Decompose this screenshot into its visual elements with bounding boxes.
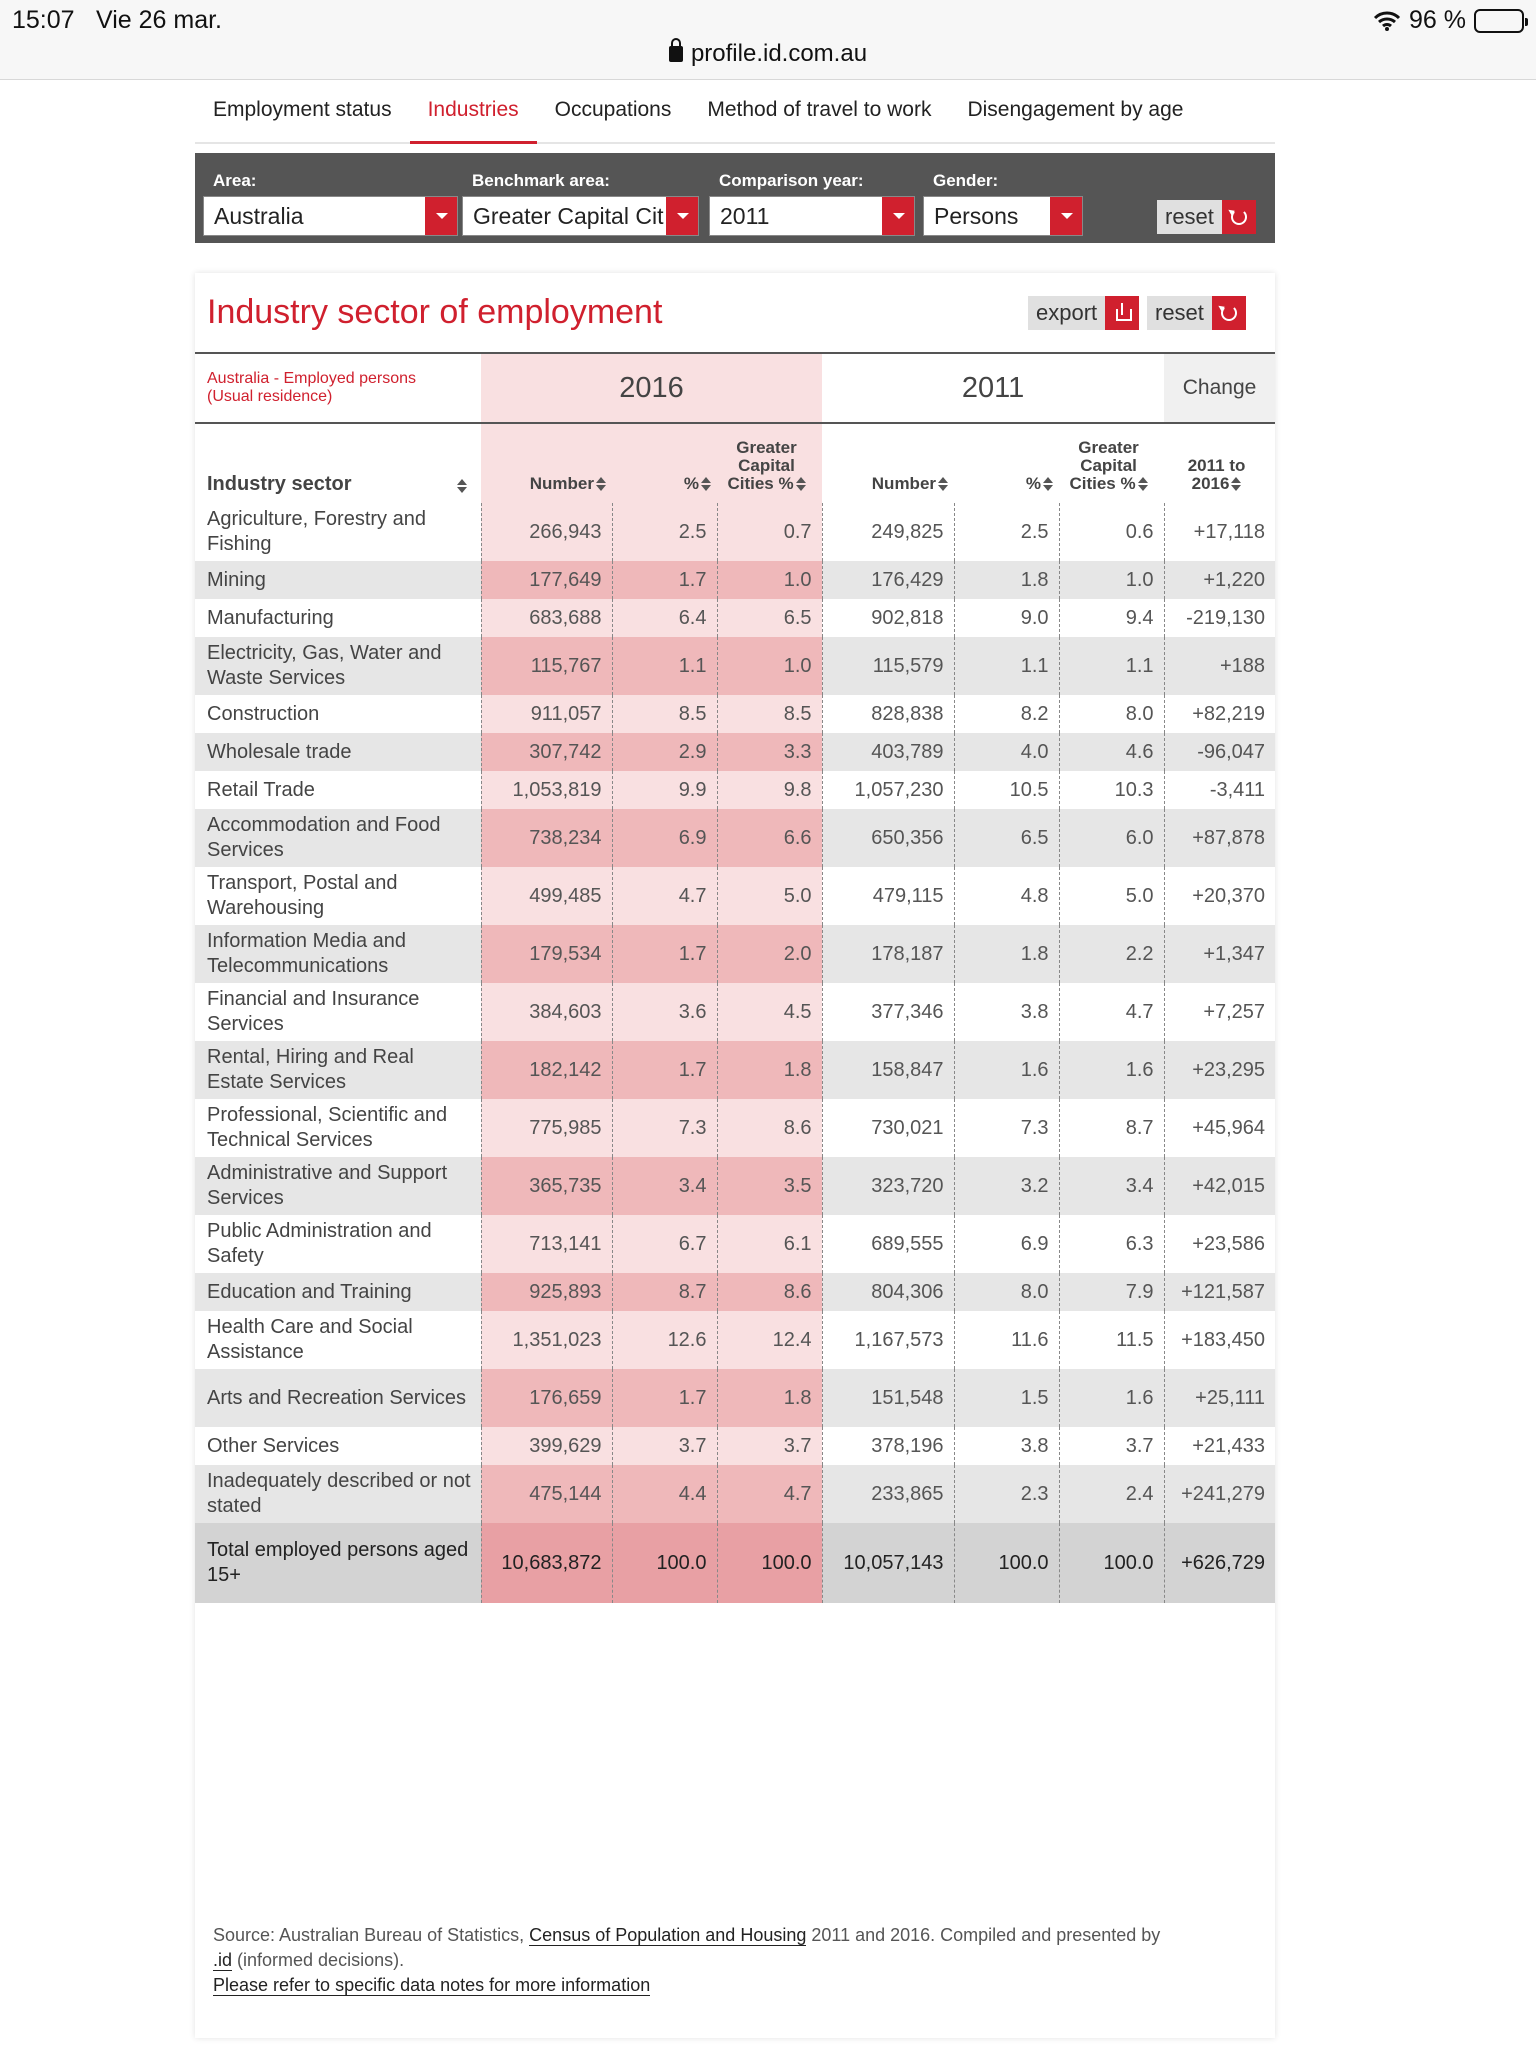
gcc-2011-cell: 3.7 — [1059, 1427, 1164, 1465]
change-cell: -3,411 — [1164, 771, 1275, 809]
pct-2016-cell: 7.3 — [612, 1099, 717, 1157]
sort-icon — [596, 477, 606, 491]
pct-2011-cell: 8.0 — [954, 1273, 1059, 1311]
pct-2016-cell: 2.9 — [612, 733, 717, 771]
change-cell: +21,433 — [1164, 1427, 1275, 1465]
pct-2011-cell: 3.8 — [954, 983, 1059, 1041]
benchmark-label: Benchmark area: — [472, 171, 610, 190]
change-cell: -96,047 — [1164, 733, 1275, 771]
pct-2011-cell: 4.8 — [954, 867, 1059, 925]
change-cell: +1,347 — [1164, 925, 1275, 983]
change-cell: +183,450 — [1164, 1311, 1275, 1369]
total-industry-name-cell: Total employed persons aged 15+ — [195, 1523, 481, 1603]
gcc-2011-cell: 4.7 — [1059, 983, 1164, 1041]
number-2011-cell: 1,057,230 — [822, 771, 954, 809]
reset-icon — [1212, 296, 1246, 330]
gcc-2011-cell: 10.3 — [1059, 771, 1164, 809]
number-2011-cell: 730,021 — [822, 1099, 954, 1157]
gcc-2016-cell: 8.5 — [717, 695, 822, 733]
section-tabs — [195, 82, 1275, 144]
gcc-2016-cell: 6.6 — [717, 809, 822, 867]
pct-2016-cell: 8.7 — [612, 1273, 717, 1311]
number-2011-cell: 1,167,573 — [822, 1311, 954, 1369]
table-row — [195, 771, 1275, 809]
change-cell: +23,295 — [1164, 1041, 1275, 1099]
sort-icon — [701, 477, 711, 491]
export-button[interactable] — [1028, 296, 1139, 330]
number-2011-cell: 403,789 — [822, 733, 954, 771]
pct-2016-cell: 2.5 — [612, 503, 717, 561]
tab-occupations[interactable]: Occupations — [554, 98, 672, 121]
number-2016-cell: 399,629 — [481, 1427, 612, 1465]
number-2016-cell: 925,893 — [481, 1273, 612, 1311]
pct-2016-cell: 6.7 — [612, 1215, 717, 1273]
change-cell: +82,219 — [1164, 695, 1275, 733]
gcc-2011-cell: 1.0 — [1059, 561, 1164, 599]
battery-percent: 96 % — [1409, 6, 1466, 34]
tab-industries[interactable]: Industries — [410, 82, 537, 144]
pct-2016-cell: 1.7 — [612, 1369, 717, 1427]
gcc-2011-cell: 1.6 — [1059, 1369, 1164, 1427]
industry-name-cell: Manufacturing — [195, 599, 481, 637]
number-2016-cell: 713,141 — [481, 1215, 612, 1273]
industry-name-cell: Construction — [195, 695, 481, 733]
card-reset-label: reset — [1147, 296, 1212, 330]
id-suffix: (informed decisions). — [232, 1950, 405, 1970]
change-cell: +7,257 — [1164, 983, 1275, 1041]
number-2016-cell: 179,534 — [481, 925, 612, 983]
table-row — [195, 1465, 1275, 1523]
total-gcc-2011-cell: 100.0 — [1059, 1523, 1164, 1603]
number-2011-cell: 902,818 — [822, 599, 954, 637]
column-label: % — [683, 474, 699, 493]
gcc-2016-cell: 3.3 — [717, 733, 822, 771]
gcc-2016-cell: 8.6 — [717, 1099, 822, 1157]
table-row — [195, 867, 1275, 925]
benchmark-value: Greater Capital Cit — [473, 203, 664, 229]
area-select[interactable] — [203, 196, 458, 236]
status-time: 15:07 — [12, 6, 75, 34]
number-2016-cell: 775,985 — [481, 1099, 612, 1157]
gcc-2011-cell: 3.4 — [1059, 1157, 1164, 1215]
number-2011-cell: 689,555 — [822, 1215, 954, 1273]
pct-2016-cell: 1.7 — [612, 561, 717, 599]
pct-2011-cell: 3.8 — [954, 1427, 1059, 1465]
number-2016-header[interactable] — [481, 423, 612, 503]
gcc-2011-cell: 11.5 — [1059, 1311, 1164, 1369]
industry-name-cell: Other Services — [195, 1427, 481, 1465]
industry-name-cell: Retail Trade — [195, 771, 481, 809]
industry-name-cell: Rental, Hiring and Real Estate Services — [195, 1041, 481, 1099]
pct-2011-cell: 7.3 — [954, 1099, 1059, 1157]
number-2016-cell: 475,144 — [481, 1465, 612, 1523]
chevron-down-icon — [1050, 197, 1082, 235]
sort-icon — [457, 479, 467, 493]
number-2011-cell: 650,356 — [822, 809, 954, 867]
area-value: Australia — [214, 203, 304, 229]
industry-name-cell: Mining — [195, 561, 481, 599]
industry-name-cell: Electricity, Gas, Water and Waste Services — [195, 637, 481, 695]
industry-name-cell: Transport, Postal and Warehousing — [195, 867, 481, 925]
pct-2016-cell: 1.1 — [612, 637, 717, 695]
year-2016-header: 2016 — [481, 353, 822, 423]
pct-2016-cell: 1.7 — [612, 925, 717, 983]
status-right — [1373, 6, 1524, 35]
chevron-down-icon — [666, 197, 698, 235]
gcc-2011-cell: 6.0 — [1059, 809, 1164, 867]
chevron-down-icon — [882, 197, 914, 235]
change-cell: +42,015 — [1164, 1157, 1275, 1215]
pct-2011-cell: 4.0 — [954, 733, 1059, 771]
gcc-2016-cell: 0.7 — [717, 503, 822, 561]
table-row — [195, 695, 1275, 733]
year-2011-header: 2011 — [822, 353, 1164, 423]
change-cell: +45,964 — [1164, 1099, 1275, 1157]
number-2016-cell: 182,142 — [481, 1041, 612, 1099]
gcc-2011-cell: 0.6 — [1059, 503, 1164, 561]
census-link[interactable]: Census of Population and Housing — [529, 1925, 807, 1945]
pct-2016-cell: 12.6 — [612, 1311, 717, 1369]
pct-2016-cell: 6.4 — [612, 599, 717, 637]
number-2016-cell: 683,688 — [481, 599, 612, 637]
total-gcc-2016-cell: 100.0 — [717, 1523, 822, 1603]
column-label: 2011 to — [1187, 456, 1246, 475]
gcc-2011-cell: 4.6 — [1059, 733, 1164, 771]
source-prefix: Source: Australian Bureau of Statistics, — [213, 1925, 530, 1945]
pct-2011-cell: 9.0 — [954, 599, 1059, 637]
number-2011-cell: 158,847 — [822, 1041, 954, 1099]
filters-reset-label: reset — [1157, 200, 1222, 234]
industry-name-cell: Agriculture, Forestry and Fishing — [195, 503, 481, 561]
table-row — [195, 1427, 1275, 1465]
pct-2016-cell: 4.7 — [612, 867, 717, 925]
industry-name-cell: Administrative and Support Services — [195, 1157, 481, 1215]
source-label-line2: (Usual residence) — [207, 388, 333, 405]
change-cell: +23,586 — [1164, 1215, 1275, 1273]
pct-2011-cell: 1.6 — [954, 1041, 1059, 1099]
industry-sector-header[interactable] — [195, 423, 481, 503]
gcc-2016-cell: 8.6 — [717, 1273, 822, 1311]
pct-2011-cell: 6.5 — [954, 809, 1059, 867]
pct-2011-cell: 10.5 — [954, 771, 1059, 809]
gcc-2016-cell: 4.5 — [717, 983, 822, 1041]
lock-icon — [669, 46, 683, 62]
pct-2016-cell: 9.9 — [612, 771, 717, 809]
industry-name-cell: Inadequately described or not stated — [195, 1465, 481, 1523]
tab-disengagement-by-age[interactable]: Disengagement by age — [967, 98, 1184, 121]
gcc-2016-cell: 3.7 — [717, 1427, 822, 1465]
change-cell: +25,111 — [1164, 1369, 1275, 1427]
table-row — [195, 809, 1275, 867]
column-label: Capital — [738, 456, 795, 475]
source-label — [195, 353, 481, 423]
change-column-header[interactable] — [1164, 423, 1275, 503]
pct-2011-cell: 8.2 — [954, 695, 1059, 733]
pct-2011-cell: 1.8 — [954, 561, 1059, 599]
pct-2011-cell: 11.6 — [954, 1311, 1059, 1369]
change-cell: +17,118 — [1164, 503, 1275, 561]
wifi-icon — [1373, 10, 1401, 32]
gcc-2016-cell: 2.0 — [717, 925, 822, 983]
status-date: Vie 26 mar. — [96, 6, 223, 34]
gcc-2016-cell: 3.5 — [717, 1157, 822, 1215]
number-2016-cell: 384,603 — [481, 983, 612, 1041]
gcc-2011-cell: 6.3 — [1059, 1215, 1164, 1273]
table-row — [195, 561, 1275, 599]
industry-name-cell: Health Care and Social Assistance — [195, 1311, 481, 1369]
pct-2016-cell: 3.7 — [612, 1427, 717, 1465]
pct-2016-cell: 4.4 — [612, 1465, 717, 1523]
gcc-2011-cell: 9.4 — [1059, 599, 1164, 637]
comparison-year-select[interactable] — [709, 196, 915, 236]
status-bar — [0, 0, 1536, 80]
number-2016-cell: 1,351,023 — [481, 1311, 612, 1369]
table-row — [195, 1041, 1275, 1099]
table-row — [195, 503, 1275, 561]
number-2011-cell: 323,720 — [822, 1157, 954, 1215]
number-2011-cell: 178,187 — [822, 925, 954, 983]
number-2016-cell: 266,943 — [481, 503, 612, 561]
data-notes-link[interactable]: Please refer to specific data notes for more information — [213, 1975, 651, 1995]
gcc-2011-cell: 5.0 — [1059, 867, 1164, 925]
number-2016-cell: 499,485 — [481, 867, 612, 925]
gcc-2016-cell: 9.8 — [717, 771, 822, 809]
table-row — [195, 733, 1275, 771]
gcc-2016-cell: 6.5 — [717, 599, 822, 637]
id-link[interactable]: .id — [213, 1950, 233, 1970]
column-label: Cities % — [1069, 474, 1136, 493]
industry-name-cell: Education and Training — [195, 1273, 481, 1311]
number-2016-cell: 115,767 — [481, 637, 612, 695]
industry-name-cell: Public Administration and Safety — [195, 1215, 481, 1273]
pct-2011-cell: 1.5 — [954, 1369, 1059, 1427]
source-footer — [213, 1923, 1263, 1998]
change-cell: +241,279 — [1164, 1465, 1275, 1523]
change-cell: -219,130 — [1164, 599, 1275, 637]
pct-2016-cell: 6.9 — [612, 809, 717, 867]
change-cell: +87,878 — [1164, 809, 1275, 867]
total-pct-2011-cell: 100.0 — [954, 1523, 1059, 1603]
export-icon — [1105, 296, 1139, 330]
comparison-year-label: Comparison year: — [719, 171, 864, 190]
industry-name-cell: Financial and Insurance Services — [195, 983, 481, 1041]
number-2011-cell: 377,346 — [822, 983, 954, 1041]
column-label: Capital — [1080, 456, 1137, 475]
sort-icon — [796, 477, 806, 491]
tab-method-of-travel[interactable]: Method of travel to work — [707, 98, 932, 121]
sort-icon — [1138, 477, 1148, 491]
number-2011-cell: 233,865 — [822, 1465, 954, 1523]
url-bar[interactable] — [0, 40, 1536, 68]
pct-2011-cell: 1.1 — [954, 637, 1059, 695]
total-row — [195, 1523, 1275, 1603]
benchmark-select[interactable] — [462, 196, 699, 236]
pct-2011-cell: 2.3 — [954, 1465, 1059, 1523]
industry-name-cell: Accommodation and Food Services — [195, 809, 481, 867]
gcc-2011-cell: 8.0 — [1059, 695, 1164, 733]
industry-name-cell: Professional, Scientific and Technical Services — [195, 1099, 481, 1157]
sort-icon — [1231, 477, 1241, 491]
gcc-2011-cell: 8.7 — [1059, 1099, 1164, 1157]
table-row — [195, 925, 1275, 983]
source-label-line1: Australia - Employed persons — [207, 370, 416, 387]
gcc-2016-cell: 1.0 — [717, 561, 822, 599]
pct-2011-cell: 2.5 — [954, 503, 1059, 561]
gcc-2016-cell: 5.0 — [717, 867, 822, 925]
tab-employment-status[interactable]: Employment status — [213, 98, 392, 121]
table-row — [195, 983, 1275, 1041]
gender-value: Persons — [934, 203, 1019, 229]
filters-reset-button[interactable] — [1157, 200, 1256, 234]
column-label: Greater — [1078, 438, 1139, 457]
gender-select[interactable] — [923, 196, 1083, 236]
table-body — [195, 503, 1275, 1603]
number-2016-cell: 911,057 — [481, 695, 612, 733]
comparison-year-value: 2011 — [720, 203, 770, 229]
number-2011-cell: 115,579 — [822, 637, 954, 695]
total-pct-2016-cell: 100.0 — [612, 1523, 717, 1603]
table-row — [195, 637, 1275, 695]
column-label: Number — [529, 474, 594, 493]
change-header: Change — [1164, 353, 1275, 423]
number-2011-cell: 378,196 — [822, 1427, 954, 1465]
change-cell: +20,370 — [1164, 867, 1275, 925]
number-2011-cell: 828,838 — [822, 695, 954, 733]
gcc-2016-cell: 12.4 — [717, 1311, 822, 1369]
export-label: export — [1028, 296, 1105, 330]
number-2016-cell: 307,742 — [481, 733, 612, 771]
total-change-cell: +626,729 — [1164, 1523, 1275, 1603]
table-row — [195, 599, 1275, 637]
table-row — [195, 1311, 1275, 1369]
number-2016-cell: 176,659 — [481, 1369, 612, 1427]
total-number-2011-cell: 10,057,143 — [822, 1523, 954, 1603]
pct-2011-cell: 3.2 — [954, 1157, 1059, 1215]
table-row — [195, 1273, 1275, 1311]
gcc-2011-header[interactable] — [1059, 423, 1164, 503]
gcc-2011-cell: 1.1 — [1059, 637, 1164, 695]
url-text: profile.id.com.au — [690, 40, 868, 67]
number-2011-header[interactable] — [822, 423, 954, 503]
change-cell: +188 — [1164, 637, 1275, 695]
number-2016-cell: 738,234 — [481, 809, 612, 867]
pct-2011-header[interactable] — [954, 423, 1059, 503]
battery-icon — [1474, 9, 1524, 33]
filter-bar — [195, 153, 1275, 243]
reset-icon — [1222, 200, 1256, 234]
pct-2016-cell: 1.7 — [612, 1041, 717, 1099]
pct-2016-cell: 3.4 — [612, 1157, 717, 1215]
column-label: Number — [871, 474, 937, 493]
chevron-down-icon — [425, 197, 457, 235]
gcc-2011-cell: 2.2 — [1059, 925, 1164, 983]
card-reset-button[interactable] — [1147, 296, 1246, 330]
gcc-2016-cell: 6.1 — [717, 1215, 822, 1273]
gcc-2011-cell: 7.9 — [1059, 1273, 1164, 1311]
gender-label: Gender: — [933, 171, 999, 190]
sort-icon — [1043, 477, 1053, 491]
total-number-2016-cell: 10,683,872 — [481, 1523, 612, 1603]
change-cell: +121,587 — [1164, 1273, 1275, 1311]
number-2016-cell: 365,735 — [481, 1157, 612, 1215]
column-label: % — [1025, 474, 1042, 493]
column-label: Cities % — [727, 474, 794, 493]
number-2011-cell: 249,825 — [822, 503, 954, 561]
gcc-2016-cell: 4.7 — [717, 1465, 822, 1523]
table-row — [195, 1369, 1275, 1427]
gcc-2016-header[interactable] — [717, 423, 822, 503]
gcc-2011-cell: 2.4 — [1059, 1465, 1164, 1523]
table-row — [195, 1157, 1275, 1215]
pct-2016-cell: 8.5 — [612, 695, 717, 733]
industry-name-cell: Information Media and Telecommunications — [195, 925, 481, 983]
number-2016-cell: 1,053,819 — [481, 771, 612, 809]
gcc-2011-cell: 1.6 — [1059, 1041, 1164, 1099]
table-row — [195, 1099, 1275, 1157]
change-cell: +1,220 — [1164, 561, 1275, 599]
pct-2016-cell: 3.6 — [612, 983, 717, 1041]
pct-2011-cell: 1.8 — [954, 925, 1059, 983]
number-2011-cell: 804,306 — [822, 1273, 954, 1311]
gcc-2016-cell: 1.8 — [717, 1369, 822, 1427]
industry-name-cell: Arts and Recreation Services — [195, 1369, 481, 1427]
industry-name-cell: Wholesale trade — [195, 733, 481, 771]
industry-table — [195, 352, 1275, 1603]
table-row — [195, 1215, 1275, 1273]
area-label: Area: — [213, 171, 257, 190]
number-2011-cell: 479,115 — [822, 867, 954, 925]
column-label: Greater — [736, 438, 797, 457]
source-suffix: 2011 and 2016. Compiled and presented by — [806, 1925, 1161, 1945]
sort-icon — [938, 477, 948, 491]
column-label: 2016 — [1191, 474, 1230, 493]
gcc-2016-cell: 1.0 — [717, 637, 822, 695]
number-2011-cell: 151,548 — [822, 1369, 954, 1427]
industry-card — [195, 273, 1275, 2038]
pct-2011-cell: 6.9 — [954, 1215, 1059, 1273]
industry-sector-label: Industry sector — [207, 473, 352, 495]
number-2016-cell: 177,649 — [481, 561, 612, 599]
gcc-2016-cell: 1.8 — [717, 1041, 822, 1099]
pct-2016-header[interactable] — [612, 423, 717, 503]
card-title: Industry sector of employment — [207, 293, 663, 331]
number-2011-cell: 176,429 — [822, 561, 954, 599]
